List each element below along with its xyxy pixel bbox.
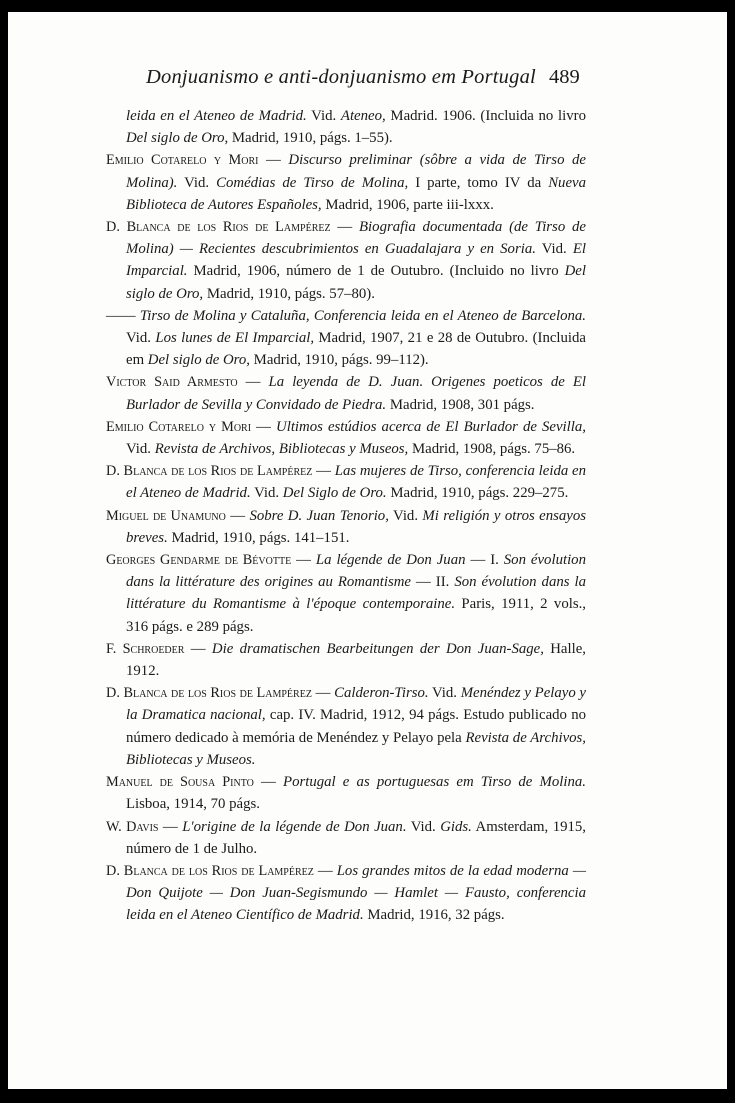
entry-text: Madrid. 1906. (Incluida no livro: [385, 108, 586, 124]
bibliography-entry: [106, 682, 586, 771]
entry-title-text: Ateneo,: [340, 108, 386, 124]
entry-title-text: Los grandes mitos de la edad moderna — Don Quijote — Don Juan-Segismundo — Hamlet — Fausto, conferencia leida en el Ateneo Científico de Madrid.: [126, 862, 586, 924]
entry-text: I parte, tomo IV da: [408, 174, 549, 191]
entry-text: —: [253, 774, 284, 791]
entry-title-text: Las mujeres de Tirso, conferencia leida en el Ateneo de Madrid.: [126, 463, 586, 502]
bibliography-entry: [106, 771, 586, 815]
entry-title-text: Del siglo de Oro,: [147, 352, 250, 369]
entry-author: Emilio Cotarelo y Mori: [106, 418, 252, 435]
entry-author: W. Davis: [106, 818, 159, 835]
entry-title-text: La légende de Don Juan: [315, 552, 466, 569]
entry-title-text: Nueva Biblioteca de Autores Españoles,: [126, 174, 586, 213]
entry-title-text: Son évolution dans la littérature des origines au Romantisme: [126, 552, 586, 591]
entry-title-text: Discurso preliminar (sôbre a vida de Tirso de Molina).: [126, 152, 586, 191]
entry-text: — I.: [465, 552, 504, 569]
entry-title-text: Sobre D. Juan Tenorio,: [249, 507, 389, 524]
entry-author: D. Blanca de los Rios de Lampérez: [106, 862, 314, 879]
entry-title-text: leida en el Ateneo de Madrid.: [126, 108, 307, 124]
bibliography-entry: [106, 216, 586, 305]
entry-text: Halle, 1912.: [126, 640, 586, 680]
entry-title-text: L'origine de la légende de Don Juan.: [182, 818, 407, 835]
bibliography-entry: [106, 460, 586, 504]
entry-title-text: Menéndez y Pelayo y la Dramatica nacional,: [126, 685, 586, 724]
entry-text: Madrid, 1910, págs. 57–80).: [203, 285, 375, 302]
entry-text: Vid.: [177, 174, 217, 191]
entry-author: Manuel de Sousa Pinto: [106, 774, 254, 791]
entry-text: —: [225, 507, 250, 524]
entry-text: Madrid, 1906, número de 1 de Outubro. (Incluido no livro: [187, 263, 565, 280]
entry-text: Madrid, 1910, págs. 1–55).: [228, 130, 393, 147]
entry-text: Vid.: [428, 685, 461, 702]
entry-title-text: La leyenda de D. Juan. Origenes poeticos de El Burlador de Sevilla y Convidado de Piedra.: [126, 374, 586, 413]
entry-title-text: Revista de Archivos, Bibliotecas y Museos.: [126, 729, 586, 768]
entry-title-text: Comédias de Tirso de Molina,: [216, 174, 409, 191]
bibliography-entry: [106, 638, 586, 682]
entry-text: Vid.: [250, 485, 283, 502]
entry-text: ——: [106, 307, 140, 324]
entry-text: Madrid, 1910, págs. 99–112).: [249, 352, 429, 369]
entry-text: Lisboa, 1914, 70 págs.: [126, 796, 260, 813]
entry-title-text: Son évolution dans la littérature du Romantisme à l'époque contemporaine.: [126, 574, 587, 613]
bibliography-entry: [106, 549, 586, 638]
entry-text: —: [237, 374, 269, 391]
entry-author: D. Blanca de los Rios de Lampérez: [106, 219, 331, 236]
entry-author: Emilio Cotarelo y Mori: [106, 152, 259, 169]
entry-title-text: Del siglo de Oro,: [126, 130, 229, 147]
entry-title-text: Del siglo de Oro,: [126, 263, 586, 302]
entry-author: Miguel de Unamuno: [106, 507, 226, 524]
entry-title-text: Biografia documentada (de Tirso de Molina) — Recientes descubrimientos en Guadalajara y en Soria.: [126, 219, 586, 258]
entry-title-text: Die dramatischen Bearbeitungen der Don Juan-Sage,: [211, 640, 544, 657]
entry-text: —: [184, 640, 212, 657]
entry-title-text: Tirso de Molina y Cataluña, Conferencia leida en el Ateneo de Barcelona.: [139, 307, 586, 324]
entry-title-text: Calderon-Tirso.: [334, 685, 429, 702]
entry-text: Vid.: [535, 241, 573, 258]
entry-text: Madrid, 1910, págs. 229–275.: [386, 485, 569, 502]
entry-text: —: [251, 418, 277, 435]
entry-title-text: Revista de Archivos, Bibliotecas y Museos,: [154, 441, 409, 458]
entry-text: —: [313, 862, 337, 879]
entry-title-text: Del Siglo de Oro.: [282, 485, 387, 502]
entry-text: —: [291, 552, 316, 569]
entry-text: Madrid, 1907, 21 e 28 de Outubro. (Incluida em: [126, 330, 586, 369]
entry-title-text: Gids.: [440, 818, 472, 835]
entry-text: Vid.: [126, 330, 156, 347]
entry-text: Paris, 1911, 2 vols., 316 págs. e 289 págs.: [126, 596, 586, 635]
entry-text: Madrid, 1908, 301 págs.: [386, 396, 535, 413]
entry-title-text: Los lunes de El Imparcial,: [155, 330, 315, 347]
entry-text: Vid.: [126, 441, 155, 458]
entry-text: Vid.: [306, 108, 341, 124]
entry-text: Madrid, 1906, parte iii-lxxx.: [321, 196, 494, 213]
entry-text: Madrid, 1908, págs. 75–86.: [408, 441, 576, 458]
bibliography-entry: [106, 505, 586, 549]
entry-text: Madrid, 1910, págs. 141–151.: [167, 529, 350, 546]
book-page: [8, 12, 727, 1089]
entry-title-text: Portugal e as portuguesas em Tirso de Molina.: [283, 774, 586, 791]
bibliography-entry: [106, 816, 586, 860]
running-title: Donjuanismo e anti-donjuanismo em Portugal: [146, 66, 536, 88]
entry-text: cap. IV. Madrid, 1912, 94 págs. Estudo publicado no número dedicado à memória de Menéndez y Pelayo pela: [126, 707, 586, 746]
entry-title-text: El Imparcial.: [126, 241, 586, 280]
entry-author: Victor Said Armesto: [106, 374, 238, 391]
bibliography-entry: [106, 371, 586, 415]
entry-author: D. Blanca de los Rios de Lampérez: [106, 685, 312, 702]
entry-text: Vid.: [388, 507, 423, 524]
bibliography-list: [106, 105, 586, 927]
page-number: 489: [549, 66, 580, 88]
entry-text: — II.: [411, 574, 455, 591]
bibliography-entry: [106, 860, 586, 927]
entry-title-text: Mi religión y otros ensayos breves.: [126, 507, 586, 546]
bibliography-entry: [106, 416, 586, 460]
entry-author: D. Blanca de los Rios de Lampérez: [106, 463, 313, 480]
entry-text: Vid.: [406, 818, 441, 835]
entry-text: —: [311, 685, 335, 702]
entry-text: Madrid, 1916, 32 págs.: [363, 907, 505, 924]
entry-text: —: [258, 152, 289, 169]
entry-text: —: [330, 219, 360, 236]
bibliography-entry: [106, 149, 586, 216]
entry-text: —: [312, 463, 335, 480]
page-header: [8, 66, 727, 96]
entry-title-text: Ultimos estúdios acerca de El Burlador de Sevilla,: [276, 418, 586, 435]
bibliography-entry: [106, 305, 586, 372]
entry-author: F. Schroeder: [106, 640, 185, 657]
bibliography-entry: [106, 105, 586, 149]
entry-author: Georges Gendarme de Bévotte: [106, 552, 292, 569]
entry-text: Amsterdam, 1915, número de 1 de Julho.: [126, 818, 586, 857]
entry-text: —: [158, 818, 183, 835]
